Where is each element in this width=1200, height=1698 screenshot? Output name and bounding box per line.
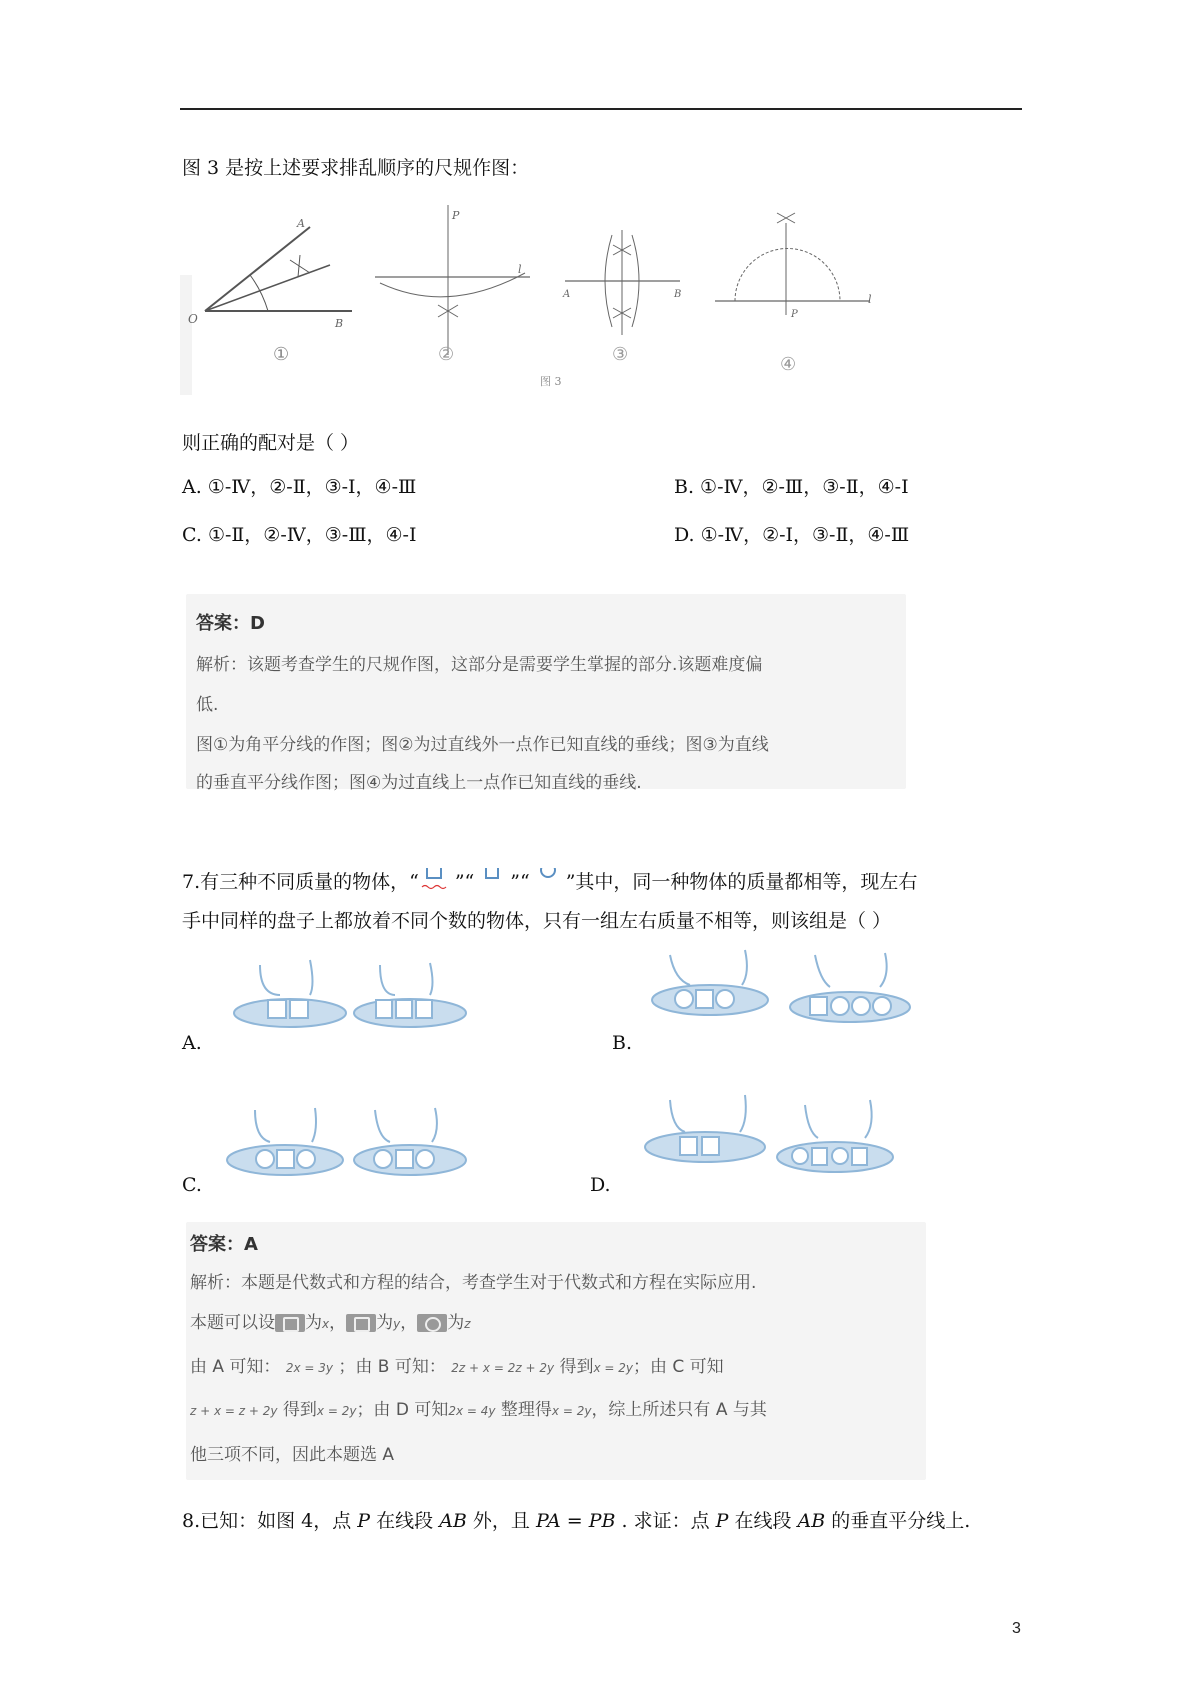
q8-e: 在线段 bbox=[728, 1510, 798, 1532]
fig2-number: ② bbox=[438, 344, 455, 365]
figure-3-perpendicular-bisector bbox=[565, 230, 680, 335]
q7-line-1 bbox=[182, 868, 917, 892]
fig2-label-P: P bbox=[452, 209, 460, 222]
segment-AB-2: AB bbox=[797, 1510, 826, 1532]
figure-1-angle-bisector bbox=[205, 227, 352, 311]
eq-c: z + x = z + 2y bbox=[190, 1404, 278, 1418]
eq-x-2y-2: x = 2y bbox=[316, 1404, 357, 1418]
fig3-number: ③ bbox=[612, 344, 629, 365]
q6-option-c[interactable]: C. ①-Ⅱ，②-Ⅳ，③-Ⅲ，④-Ⅰ bbox=[182, 524, 417, 546]
q6-analysis-line-4: 的垂直平分线作图；图④为过直线上一点作已知直线的垂线. bbox=[196, 773, 642, 793]
fig3-label-B: B bbox=[674, 289, 682, 300]
q7-analysis-2b: 为 bbox=[305, 1313, 322, 1333]
q7-analysis-2f: 为 bbox=[447, 1313, 465, 1333]
fig4-label-l: l bbox=[868, 293, 872, 306]
square-object-icon bbox=[419, 868, 455, 890]
q6-analysis-line-2: 低. bbox=[196, 695, 219, 715]
q6-option-a[interactable]: A. ①-Ⅳ，②-Ⅱ，③-Ⅰ，④-Ⅲ bbox=[182, 476, 417, 498]
q7-option-c-label: C. bbox=[182, 1174, 202, 1196]
var-z: z bbox=[464, 1317, 471, 1331]
q7-option-d-label: D. bbox=[590, 1174, 611, 1196]
figure-2-perpendicular-from-point bbox=[375, 205, 530, 355]
q7-line-1d: ”其中，同一种物体的质量都相等，现左右 bbox=[565, 871, 918, 893]
fig2-label-l: l bbox=[518, 263, 522, 276]
q7-option-d-image[interactable] bbox=[640, 1090, 900, 1190]
q7-option-a-image[interactable] bbox=[230, 955, 470, 1045]
q7-option-a-label: A. bbox=[182, 1032, 202, 1054]
q7-analysis-4d: ，综上所述只有 A 与其 bbox=[591, 1400, 767, 1420]
eq-x-2y: x = 2y bbox=[593, 1361, 633, 1375]
q7-analysis-line-2 bbox=[190, 1308, 471, 1333]
q7-analysis-3b: ；由 B 可知： bbox=[338, 1357, 446, 1377]
q7-analysis-4b: ；由 D 可知 bbox=[356, 1400, 449, 1420]
q6-answer: 答案：D bbox=[196, 613, 265, 634]
figure-4-perpendicular-at-point bbox=[715, 213, 870, 315]
equation-PA-PB: PA = PB bbox=[535, 1510, 616, 1532]
q7-analysis-2d: 为 bbox=[376, 1313, 394, 1333]
q6-prompt: 则正确的配对是（ ） bbox=[182, 432, 360, 454]
q7-analysis-line-1: 解析：本题是代数式和方程的结合，考查学生对于代数式和方程在实际应用. bbox=[190, 1273, 757, 1293]
var-x: x bbox=[322, 1317, 330, 1331]
intro-text: 图 3 是按上述要求排乱顺序的尺规作图： bbox=[182, 157, 530, 179]
q7-answer: 答案：A bbox=[190, 1234, 258, 1255]
q7-analysis-3d: ；由 C 可知 bbox=[633, 1357, 724, 1377]
q8-b: 在线段 bbox=[370, 1510, 440, 1532]
q7-line-1c: ”“ bbox=[510, 871, 530, 893]
segment-AB: AB bbox=[439, 1510, 467, 1532]
fig4-number: ④ bbox=[780, 354, 797, 375]
eq-2x-4y: 2x = 4y bbox=[448, 1404, 496, 1418]
q7-option-c-image[interactable] bbox=[220, 1100, 470, 1195]
q7-analysis-3c: 得到 bbox=[559, 1357, 594, 1377]
fig1-number: ① bbox=[273, 344, 290, 365]
fig1-label-A: A bbox=[297, 217, 305, 230]
eq-2x-3y: 2x = 3y bbox=[285, 1361, 333, 1375]
header-rule bbox=[180, 108, 1022, 110]
q7-analysis-2c: ， bbox=[329, 1313, 347, 1333]
q7-line-2: 手中同样的盘子上都放着不同个数的物体，只有一组左右质量不相等，则该组是（ ） bbox=[182, 910, 892, 932]
fig3-label-A: A bbox=[563, 289, 571, 300]
q7-line-1b: ”“ bbox=[454, 871, 475, 893]
q6-answer-box bbox=[186, 594, 906, 789]
figure-caption: 图 3 bbox=[540, 375, 562, 388]
point-P: P bbox=[357, 1510, 371, 1532]
q7-analysis-4a: 得到 bbox=[282, 1400, 317, 1420]
fig4-label-P: P bbox=[791, 309, 798, 320]
q8-f: 的垂直平分线上. bbox=[825, 1510, 971, 1532]
q7-analysis-2e: ， bbox=[400, 1313, 418, 1333]
fig1-label-O: O bbox=[188, 312, 198, 326]
q7-analysis-line-3 bbox=[190, 1352, 724, 1377]
q8-a: 8.已知：如图 4，点 bbox=[182, 1510, 358, 1532]
q7-analysis-4c: 整理得 bbox=[500, 1400, 552, 1420]
eq-x-2y-3: x = 2y bbox=[551, 1404, 592, 1418]
q8-d: . 求证：点 bbox=[615, 1510, 716, 1532]
scan-shade bbox=[180, 275, 192, 395]
ball-object-icon bbox=[530, 868, 566, 890]
q7-analysis-3a: 由 A 可知： bbox=[190, 1357, 281, 1377]
q6-analysis-line-3: 图①为角平分线的作图；图②为过直线外一点作已知直线的垂线；图③为直线 bbox=[196, 735, 769, 755]
q6-option-b[interactable]: B. ①-Ⅳ，②-Ⅲ，③-Ⅱ，④-Ⅰ bbox=[674, 476, 909, 498]
q6-option-d[interactable]: D. ①-Ⅳ，②-Ⅰ，③-Ⅱ，④-Ⅲ bbox=[674, 524, 910, 546]
q7-option-b-image[interactable] bbox=[650, 945, 920, 1040]
cylinder-object-icon bbox=[346, 1314, 376, 1332]
q6-analysis-line-1: 解析：该题考查学生的尺规作图，这部分是需要学生掌握的部分.该题难度偏 bbox=[196, 655, 763, 675]
fig1-label-B: B bbox=[335, 317, 344, 330]
q8-text bbox=[182, 1512, 970, 1531]
q8-c: 外，且 bbox=[466, 1510, 536, 1532]
cylinder-object-icon bbox=[474, 868, 510, 890]
q7-option-b-label: B. bbox=[612, 1032, 633, 1054]
q7-analysis-line-5: 他三项不同，因此本题选 A bbox=[190, 1445, 395, 1465]
figure-3 bbox=[180, 205, 960, 405]
q7-analysis-2a: 本题可以设 bbox=[190, 1313, 275, 1333]
q7-line-1a: 7.有三种不同质量的物体，“ bbox=[182, 871, 419, 893]
ball-object-icon bbox=[417, 1314, 447, 1332]
q7-analysis-line-4 bbox=[190, 1395, 767, 1420]
square-object-icon bbox=[275, 1314, 305, 1332]
var-y: y bbox=[393, 1317, 401, 1331]
eq-b: 2z + x = 2z + 2y bbox=[451, 1361, 555, 1375]
point-P-2: P bbox=[715, 1510, 729, 1532]
page-number: 3 bbox=[1012, 1620, 1021, 1637]
